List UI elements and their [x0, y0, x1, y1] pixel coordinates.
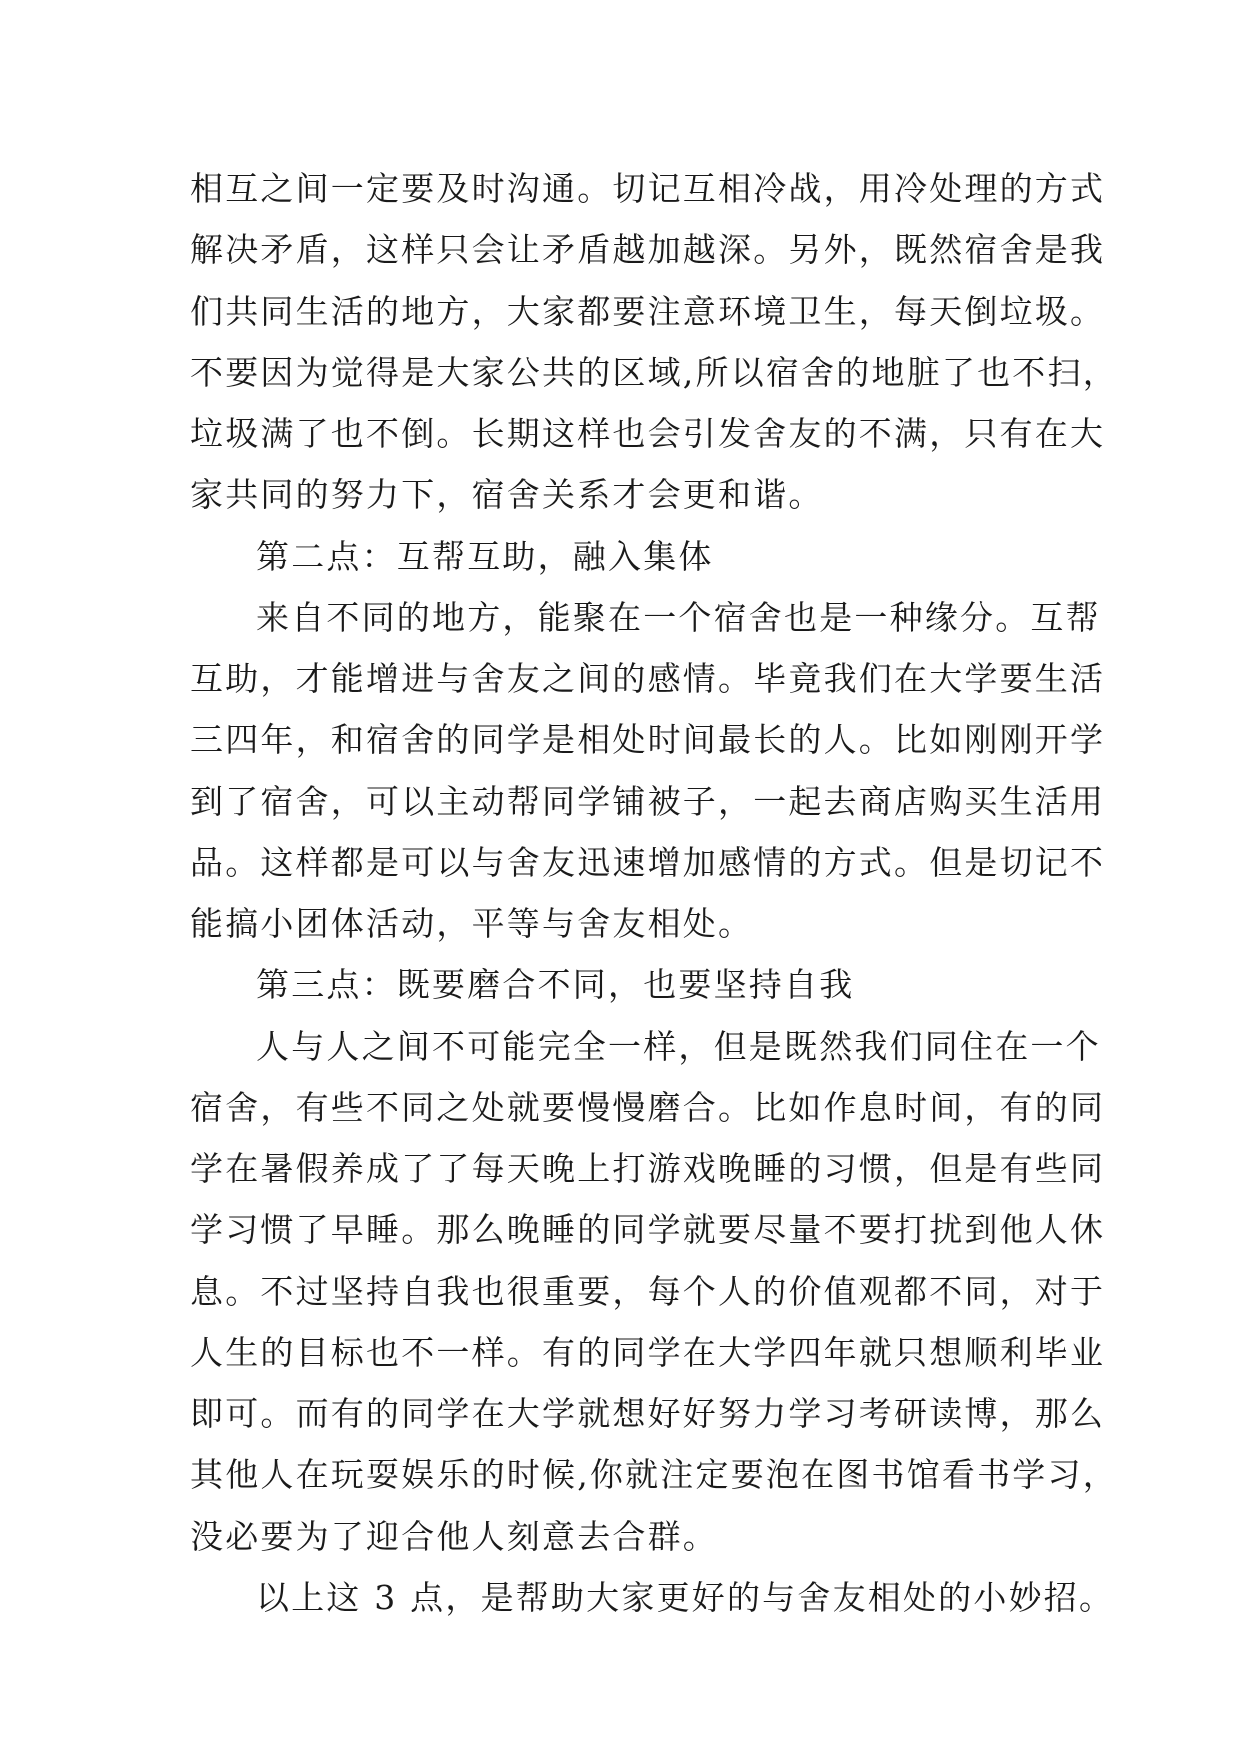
text-line: 家共同的努力下，宿舍关系才会更和谐。: [190, 475, 824, 515]
closing-line: 以上这 3 点，是帮助大家更好的与舍友相处的小妙招。: [256, 1577, 1115, 1617]
text-line: 宿舍，有些不同之处就要慢慢磨合。比如作息时间，有的同: [190, 1087, 1106, 1127]
text-line: 三四年，和宿舍的同学是相处时间最长的人。比如刚刚开学: [190, 720, 1106, 760]
text-line: 垃圾满了也不倒。长期这样也会引发舍友的不满，只有在大: [190, 414, 1106, 453]
text-line: 息。不过坚持自我也很重要，每个人的价值观都不同，对于: [190, 1271, 1106, 1311]
text-line: 学在暑假养成了了每天晚上打游戏晚睡的习惯，但是有些同: [190, 1149, 1106, 1188]
text-line: 不要因为觉得是大家公共的区域,所以宿舍的地脏了也不扫，: [190, 352, 1118, 392]
text-line: 人生的目标也不一样。有的同学在大学四年就只想顺利毕业: [190, 1332, 1106, 1372]
paragraph-first-line: 人与人之间不可能完全一样，但是既然我们同住在一个: [256, 1026, 1101, 1066]
section-heading-3: 第三点：既要磨合不同，也要坚持自我: [256, 965, 855, 1005]
text-line: 相互之间一定要及时沟通。切记互相冷战，用冷处理的方式: [190, 169, 1106, 208]
text-line: 解决矛盾，这样只会让矛盾越加越深。另外，既然宿舍是我: [190, 230, 1106, 270]
paragraph-first-line: 来自不同的地方，能聚在一个宿舍也是一种缘分。互帮: [256, 597, 1101, 637]
body-text: [190, 158, 1118, 1628]
text-line: 互助，才能增进与舍友之间的感情。毕竟我们在大学要生活: [190, 659, 1106, 698]
section-heading-2: 第二点：互帮互助，融入集体: [256, 536, 714, 576]
text-line: 能搞小团体活动，平等与舍友相处。: [190, 904, 754, 943]
text-line: 到了宿舍，可以主动帮同学铺被子，一起去商店购买生活用: [190, 781, 1106, 821]
text-line: 没必要为了迎合他人刻意去合群。: [190, 1516, 718, 1556]
text-line: 们共同生活的地方，大家都要注意环境卫生，每天倒垃圾。: [190, 291, 1106, 331]
text-line: 其他人在玩耍娱乐的时候,你就注定要泡在图书馆看书学习，: [190, 1455, 1118, 1495]
text-line: 即可。而有的同学在大学就想好好努力学习考研读博，那么: [190, 1394, 1106, 1433]
text-line: 品。这样都是可以与舍友迅速增加感情的方式。但是切记不: [190, 842, 1106, 882]
text-line: 学习惯了早睡。那么晚睡的同学就要尽量不要打扰到他人休: [190, 1210, 1106, 1250]
